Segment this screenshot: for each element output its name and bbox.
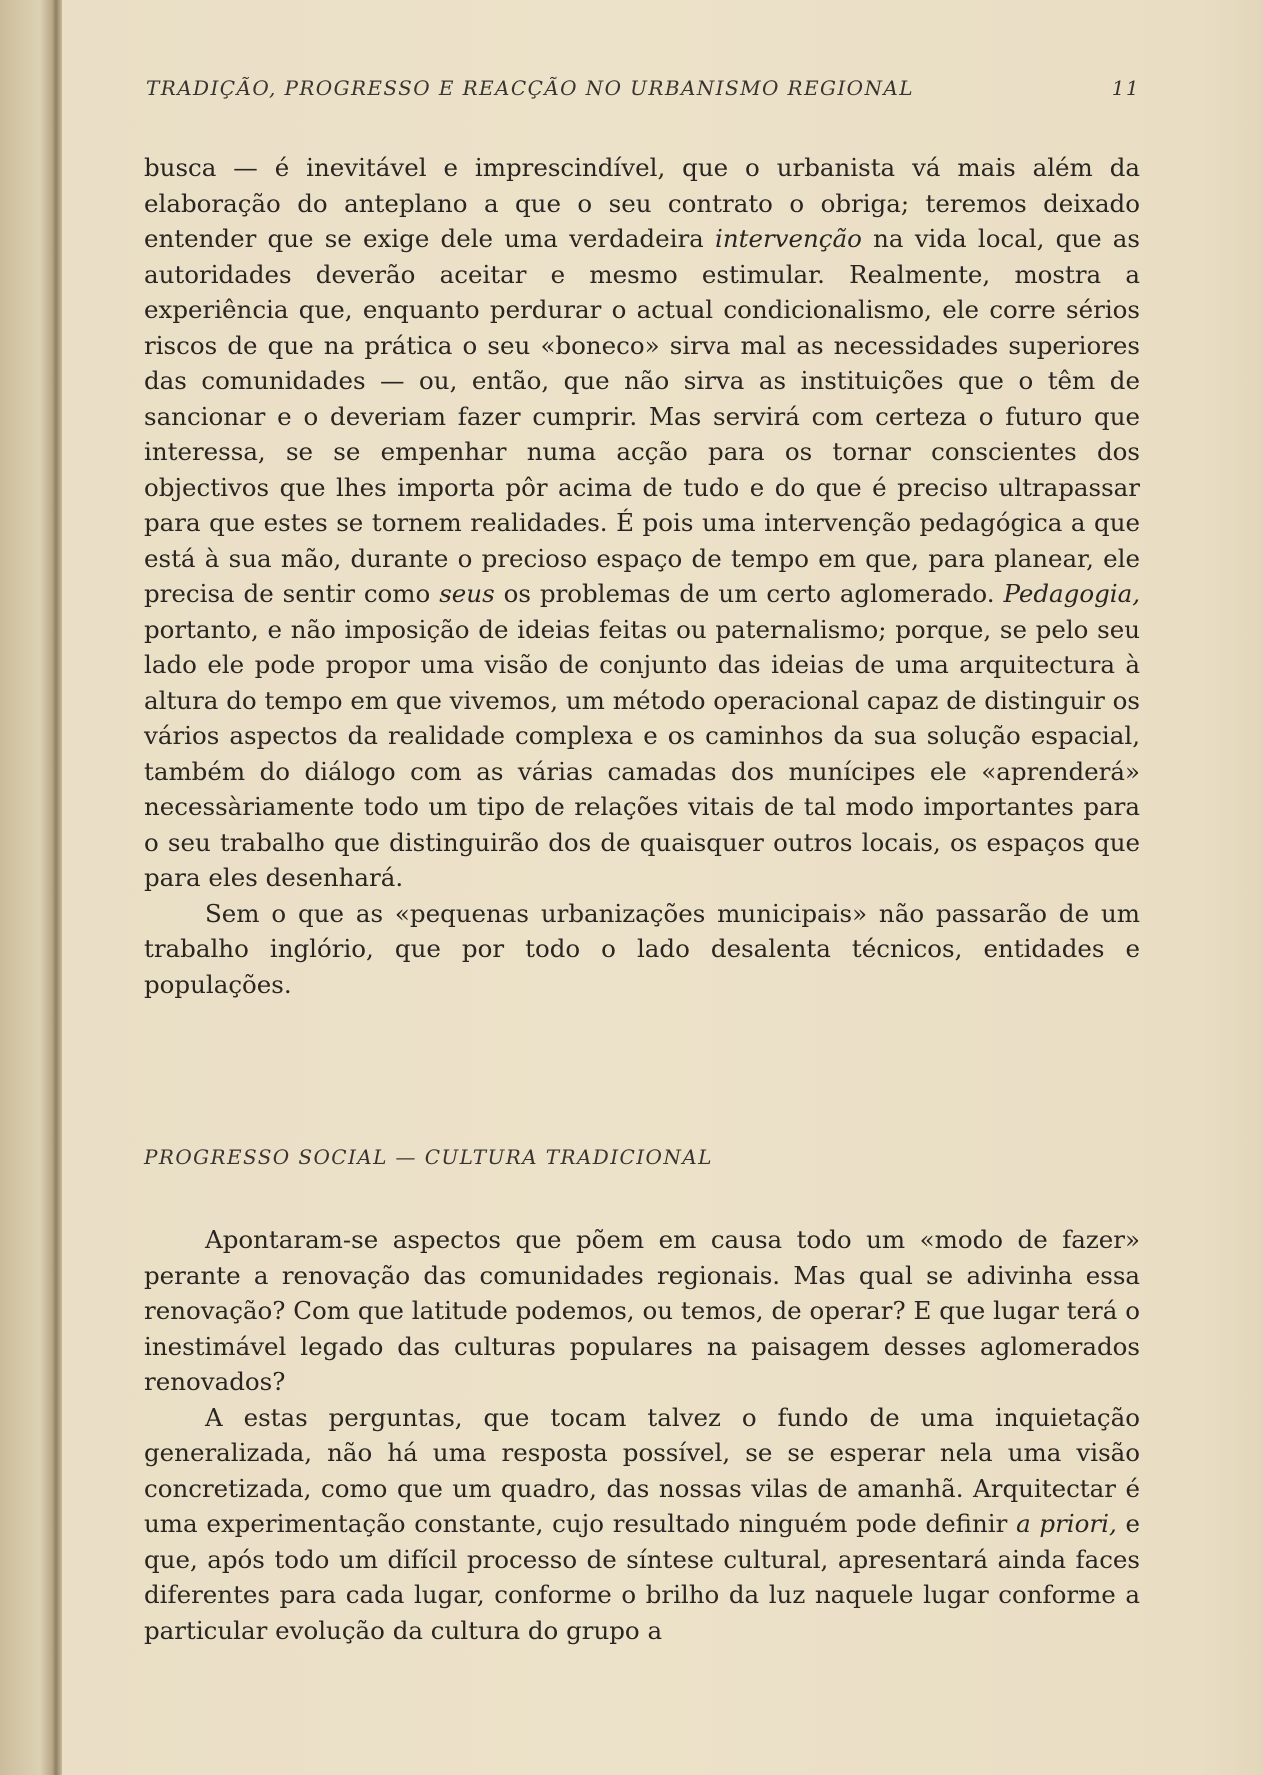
emphasis: intervenção — [715, 224, 862, 253]
paragraph — [144, 1400, 1140, 1649]
paragraph — [144, 150, 1140, 896]
emphasis: seus — [439, 579, 495, 608]
section-heading: PROGRESSO SOCIAL — CULTURA TRADICIONAL — [144, 1145, 713, 1169]
emphasis: a priori, — [1016, 1509, 1117, 1538]
intro-text — [144, 150, 1140, 1002]
emphasis: Pedagogia, — [1003, 579, 1140, 608]
text-run: e que, após todo um difícil processo de síntese cultural, apresentará ainda faces diferentes para cada lugar, conforme o brilho da luz naquele lugar conforme a particular evolução da cultura do grupo a — [144, 1509, 1140, 1645]
text-run: A estas perguntas, que tocam talvez o fundo de uma inquietação generalizada, não há uma resposta possível, se se esperar nela uma visão concretizada, como que um quadro, das nossas vilas de amanhã. Arquitectar é uma experimentação constante, cujo resultado ninguém pode definir — [144, 1402, 1140, 1538]
text-run: os problemas de um certo aglomerado. — [494, 579, 1004, 608]
page-number: 11 — [1111, 76, 1140, 100]
paragraph: Apontaram-se aspectos que põem em causa todo um «modo de fazer» perante a renovação das comunidades regionais. Mas qual se adivinha essa renovação? Com que latitude podemos, ou temos, de operar? E que lugar terá o inestimável legado das culturas populares na paisagem desses aglomerados renovados? — [144, 1225, 1140, 1396]
text-run: busca — é inevitável e imprescindível, que o urbanista vá mais além da elaboração do anteplano a que o seu contrato o obriga; teremos deixado entender que se exige dele uma verdadeira — [144, 153, 1140, 253]
running-head — [144, 76, 1140, 106]
text-run: portanto, e não imposição de ideias feitas ou paternalismo; porque, se pelo seu lado ele pode propor uma visão de conjunto das ideias de uma arquitectura à altura do tempo em que vivemos, um método operacional capaz de distinguir os vários aspectos da realidade complexa e os caminhos da sua solução espacial, também do diálogo com as várias camadas dos munícipes ele «aprenderá» necessàriamente todo um tipo de relações vitais de tal modo importantes para o seu trabalho que distinguirão dos de quaisquer outros locais, os espaços que para eles desenhará. — [144, 614, 1140, 892]
running-head-title: TRADIÇÃO, PROGRESSO E REACÇÃO NO URBANISMO REGIONAL — [146, 76, 914, 100]
paragraph: Sem o que as «pequenas urbanizações municipais» não passarão de um trabalho inglório, que por todo o lado desalenta técnicos, entidades e populações. — [144, 898, 1140, 999]
text-run: na vida local, que as autoridades deverão aceitar e mesmo estimular. Realmente, mostra a experiência que, enquanto perdurar o actual condicionalismo, ele corre sérios riscos de que na prática o seu «boneco» sirva mal as necessidades superiores das comunidades — ou, então, que não sirva as instituições que o têm de sancionar e o deveriam fazer cumprir. Mas servirá com certeza o futuro que interessa, se se empenhar numa acção para os tornar conscientes dos objectivos que lhes importa pôr acima de tudo e do que é preciso ultrapassar para que estes se tornem realidades. É pois uma intervenção pedagógica a que está à sua mão, durante o precioso espaço de tempo em que, para planear, ele precisa de sentir como — [144, 224, 1140, 608]
book-gutter — [0, 0, 62, 1775]
section-text — [144, 1222, 1140, 1648]
